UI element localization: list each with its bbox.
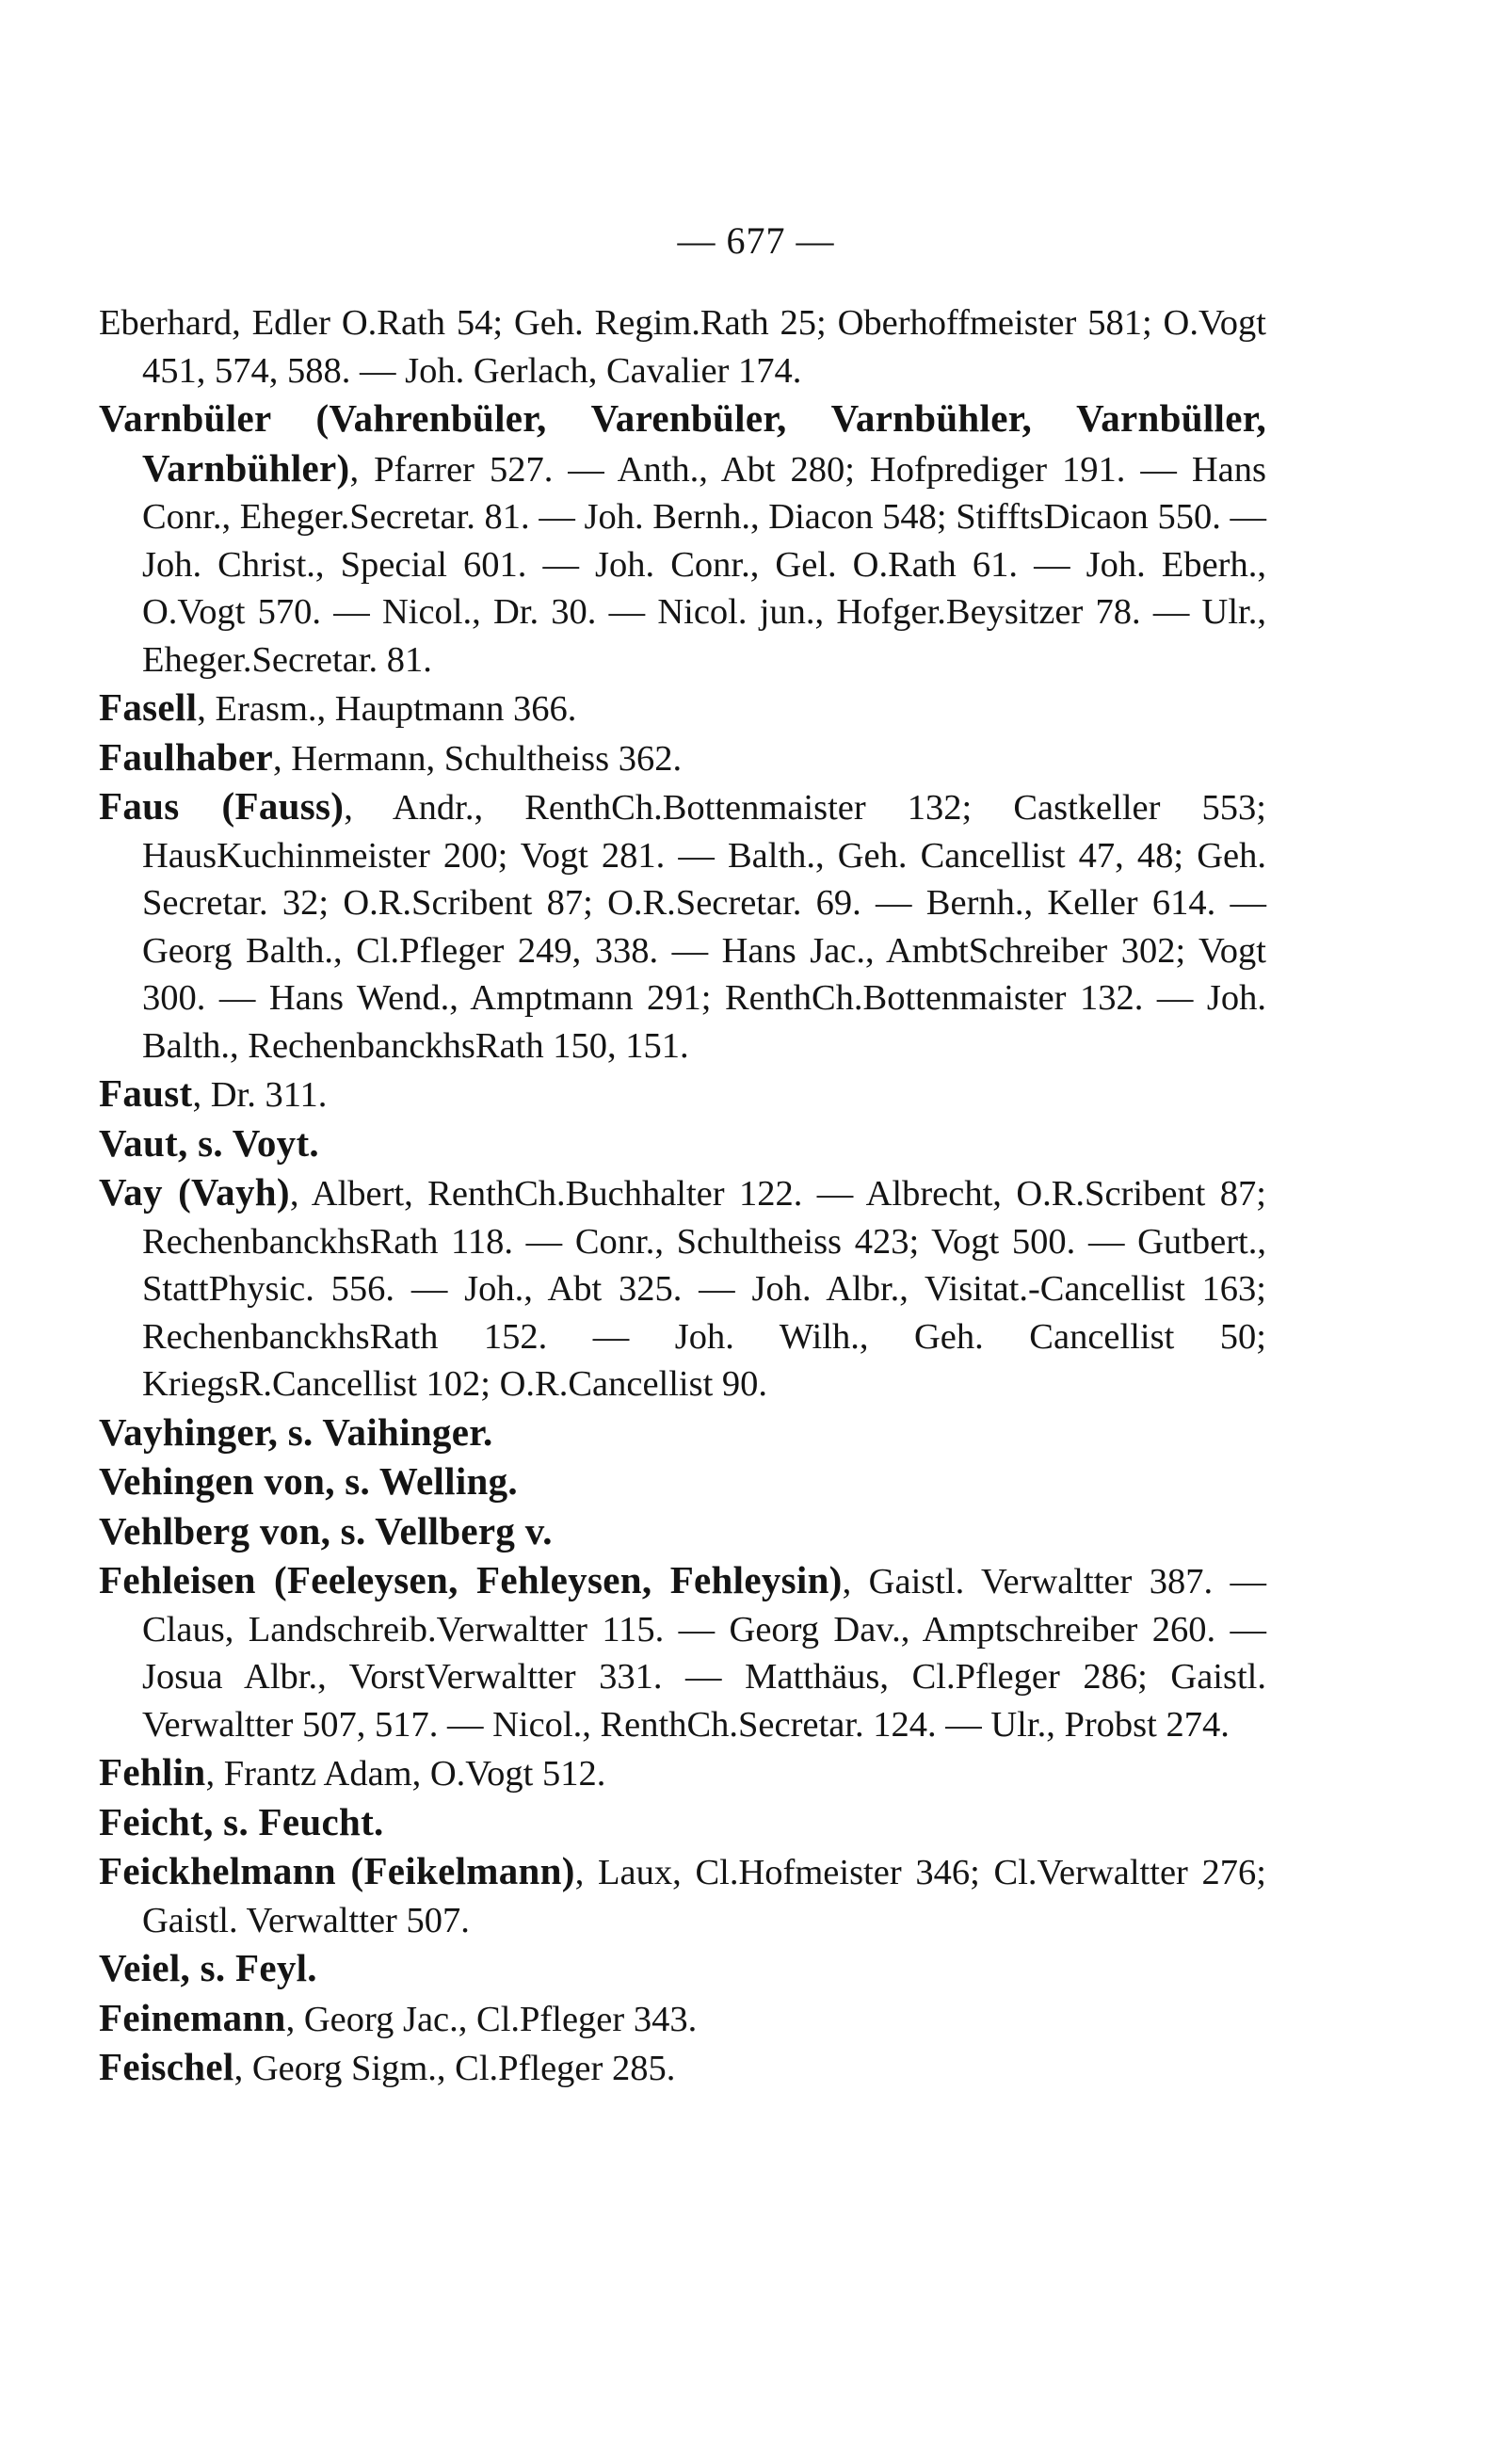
entry-heading: Fehlin xyxy=(99,1750,206,1794)
register-entry xyxy=(99,1748,1266,1798)
entry-heading: Feicht, s. Feucht. xyxy=(99,1799,384,1843)
register-entry-crossref xyxy=(99,1119,1266,1169)
register-entry xyxy=(99,1994,1266,2044)
entry-heading: Faulhaber xyxy=(99,734,273,779)
entry-heading: Fehleisen (Feeleysen, Fehleysen, Fehleysin) xyxy=(99,1558,843,1601)
entry-heading: Vehlberg von, s. Vellberg v. xyxy=(99,1508,553,1553)
entry-heading: Feischel xyxy=(99,2045,234,2088)
register-entry-crossref xyxy=(99,1457,1266,1507)
entry-heading: Feickhelmann (Feikelmann) xyxy=(99,1849,575,1892)
page-number: — 677 — xyxy=(677,219,835,262)
entry-text: , Frantz Adam, O.Vogt 512. xyxy=(205,1754,606,1794)
register-entry xyxy=(99,394,1266,684)
register-entry-continuation xyxy=(99,299,1266,394)
entry-heading: Faust xyxy=(99,1071,193,1115)
entry-text: , Gaistl. Verwaltter 387. — Claus, Landschreib.Verwaltter 115. — Georg Dav., Amptschreiber 260. — Josua Albr., VorstVerwaltter 331. — Matthäus, Cl.Pfleger 286; Gaistl. Verwaltter 507, 517. — Nicol., RenthCh.Secretar. 124. — Ulr., Probst 274. xyxy=(142,1562,1266,1745)
register-entry-crossref xyxy=(99,1507,1266,1557)
entry-text: , Pfarrer 527. — Anth., Abt 280; Hofprediger 191. — Hans Conr., Eheger.Secretar. 81. — Joh. Bernh., Diacon 548; StifftsDicaon 550. — Joh. Christ., Special 601. — Joh. Conr., Gel. O.Rath 61. — Joh. Eberh., O.Vogt 570. — Nicol., Dr. 30. — Nicol. jun., Hofger.Beysitzer 78. — Ulr., Eheger.Secretar. 81. xyxy=(142,449,1266,680)
entry-text: Eberhard, Edler O.Rath 54; Geh. Regim.Rath 25; Oberhoffmeister 581; O.Vogt 451, 574, 588. — Joh. Gerlach, Cavalier 174. xyxy=(99,303,1266,391)
entry-text: , Albert, RenthCh.Buchhalter 122. — Albrecht, O.R.Scribent 87; RechenbanckhsRath 118. — Conr., Schultheiss 423; Vogt 500. — Gutbert., StattPhysic. 556. — Joh., Abt 325. — Joh. Albr., Visitat.-Cancellist 163; RechenbanckhsRath 152. — Joh. Wilh., Geh. Cancellist 50; KriegsR.Cancellist 102; O.R.Cancellist 90. xyxy=(142,1174,1266,1404)
entry-heading: Fasell xyxy=(99,685,198,729)
entry-text: , Dr. 311. xyxy=(192,1075,328,1115)
register-entry xyxy=(99,782,1266,1070)
entry-heading: Feinemann xyxy=(99,1995,286,2039)
register-entry-crossref xyxy=(99,1798,1266,1848)
register-entry xyxy=(99,684,1266,733)
register-entry xyxy=(99,1070,1266,1119)
register-entry xyxy=(99,2043,1266,2093)
entry-text: , Erasm., Hauptmann 366. xyxy=(197,689,577,729)
register-entry xyxy=(99,1168,1266,1408)
register-entry xyxy=(99,1556,1266,1748)
register-entry-crossref xyxy=(99,1408,1266,1458)
entry-heading: Vaut, s. Voyt. xyxy=(99,1120,319,1165)
entry-text: , Georg Sigm., Cl.Pfleger 285. xyxy=(233,2049,676,2088)
register-entry xyxy=(99,733,1266,783)
entry-heading: Veiel, s. Feyl. xyxy=(99,1946,317,1989)
entry-heading: Vayhinger, s. Vaihinger. xyxy=(99,1409,493,1454)
entry-text: , Georg Jac., Cl.Pfleger 343. xyxy=(285,1999,698,2039)
register-entry-crossref xyxy=(99,1944,1266,1994)
entry-heading: Varnbüler (Vahrenbüler, Varenbüler, Varnbühler, Varnbüller, Varnbühler) xyxy=(99,396,1266,490)
entry-heading: Vehingen von, s. Welling. xyxy=(99,1459,518,1503)
register-entry xyxy=(99,1847,1266,1944)
entry-heading: Vay (Vayh) xyxy=(99,1170,290,1214)
register-entries xyxy=(99,299,1266,2093)
entry-text: , Andr., RenthCh.Bottenmaister 132; Castkeller 553; HausKuchinmeister 200; Vogt 281. — Balth., Geh. Cancellist 47, 48; Geh. Secretar. 32; O.R.Scribent 87; O.R.Secretar. 69. — Bernh., Keller 614. — Georg Balth., Cl.Pfleger 249, 338. — Hans Jac., AmbtSchreiber 302; Vogt 300. — Hans Wend., Amptmann 291; RenthCh.Bottenmaister 132. — Joh. Balth., RechenbanckhsRath 150, 151. xyxy=(142,788,1267,1066)
entry-text: , Laux, Cl.Hofmeister 346; Cl.Verwaltter 276; Gaistl. Verwaltter 507. xyxy=(142,1853,1266,1940)
entry-heading: Faus (Fauss) xyxy=(99,784,345,828)
entry-text: , Hermann, Schultheiss 362. xyxy=(272,738,683,779)
